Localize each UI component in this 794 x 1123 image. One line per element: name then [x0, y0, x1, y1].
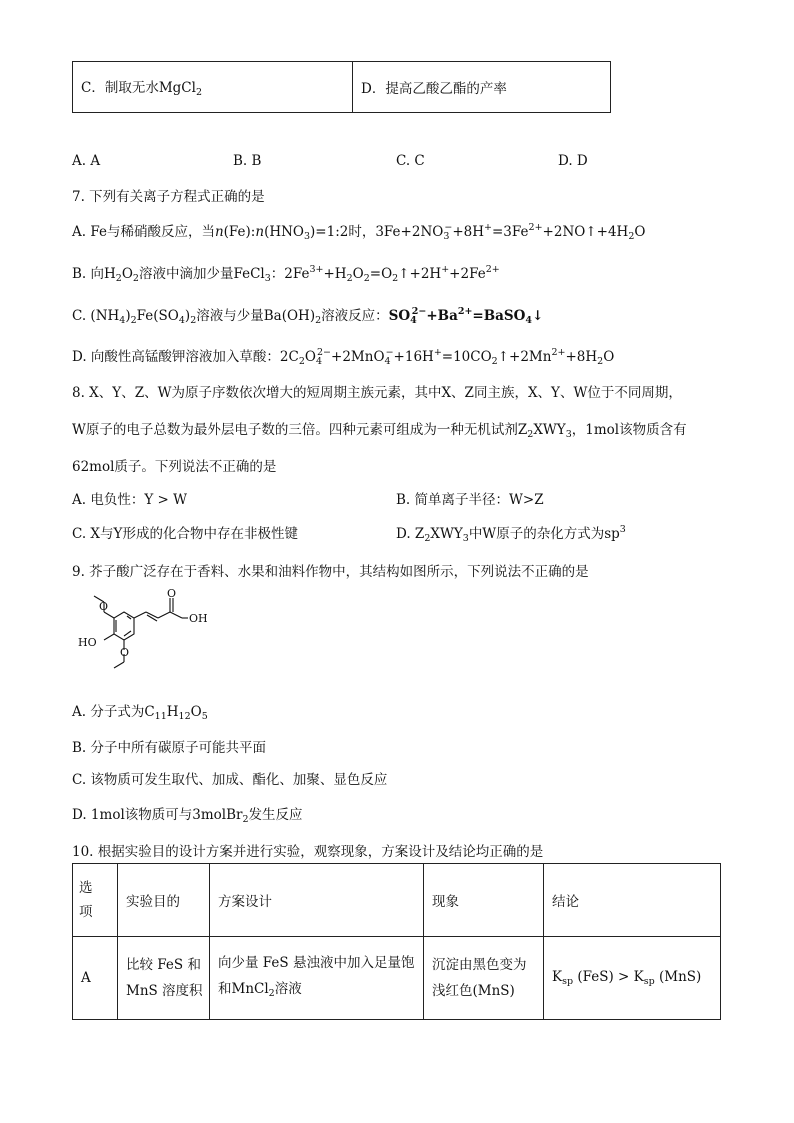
q9-option-c: C. 该物质可发生取代、加成、酯化、加聚、显色反应: [72, 772, 388, 788]
experiment-table-top: [72, 61, 611, 113]
ome-o-label: O: [120, 646, 130, 659]
ho-label: HO: [78, 636, 97, 649]
row-purpose: 比较 FeS 和 MnS 溶度积: [118, 937, 210, 1020]
q8-line2: W原子的电子总数为最外层电子数的三倍。四种元素可组成为一种无机试剂$Z_2XWY_3$，1mol该物质含有: [72, 422, 687, 440]
q7-option-c: C. $(NH_4)_2Fe(SO_4)_2$溶液与少量$Ba(OH)_2$溶液反应：$SO_4^{2-}+Ba^{2+}=BaSO_4↓$: [72, 306, 544, 326]
q8-line3: 62mol质子。下列说法不正确的是: [72, 459, 277, 475]
q7-stem: 7. 下列有关离子方程式正确的是: [72, 189, 265, 205]
q6-option-d: D. D: [558, 153, 588, 169]
option-c-cell: C．制取无水MgCl$_2$: [73, 62, 353, 113]
q9-option-b: B. 分子中所有碳原子可能共平面: [72, 740, 267, 756]
q9-option-a: A. 分子式为$C_{11}H_{12}O_5$: [72, 704, 208, 722]
row-conclusion: $K_{sp}$ $(FeS) > K_{sp}$ (MnS): [544, 937, 721, 1020]
header-option: 选 项: [73, 864, 118, 937]
q8-option-b: B. 简单离子半径：W>Z: [396, 492, 544, 508]
row-option: A: [73, 937, 118, 1020]
q8-option-c: C. X与Y形成的化合物中存在非极性键: [72, 526, 298, 542]
header-phenomenon: 现象: [424, 864, 544, 937]
q7-option-a: A. Fe与稀硝酸反应，当$n(Fe):n(HNO_3)=1:2$时，$3Fe+2NO_3^-+8H^+=3Fe^{2+}+2NO↑+4H_2O$: [72, 222, 646, 242]
option-d-cell: D．提高乙酸乙酯的产率: [353, 62, 611, 113]
row-design: 向少量 FeS 悬浊液中加入足量饱 和MnCl$_2$溶液: [210, 937, 424, 1020]
q8-option-a: A. 电负性：Y > W: [72, 492, 188, 508]
row-phenomenon: 沉淀由黑色变为 浅红色(MnS): [424, 937, 544, 1020]
header-purpose: 实验目的: [118, 864, 210, 937]
q6-option-c: C. C: [396, 153, 425, 169]
sinapic-acid-structure: [70, 588, 230, 678]
header-design: 方案设计: [210, 864, 424, 937]
q6-option-a: A. A: [72, 153, 101, 169]
q10-stem: 10. 根据实验目的设计方案并进行实验，观察现象，方案设计及结论均正确的是: [72, 844, 544, 860]
header-conclusion: 结论: [544, 864, 721, 937]
q10-table: [72, 863, 721, 1020]
q7-option-d: D. 向酸性高锰酸钾溶液加入草酸：$2C_2O_4^{2-}+2MnO_4^-+16H^+=10CO_2↑+2Mn^{2+}+8H_2O$: [72, 347, 615, 367]
svg-text:O: O: [99, 600, 109, 613]
q6-option-b: B. B: [233, 153, 262, 169]
q9-stem: 9. 芥子酸广泛存在于香料、水果和油料作物中，其结构如图所示，下列说法不正确的是: [72, 564, 589, 580]
q8-option-d: D. $Z_2XWY_3$中W原子的杂化方式为$sp^3$: [396, 524, 626, 544]
oh-label: OH: [189, 612, 208, 625]
q7-option-b: B. 向$H_2O_2$溶液中滴加少量FeCl$_3$：$2Fe^{3+}+H_2O_2=O_2↑+2H^++2Fe^{2+}$: [72, 264, 500, 284]
q9-option-d: D. 1mol该物质可与3molBr$_2$发生反应: [72, 807, 303, 825]
q8-line1: 8. X、Y、Z、W为原子序数依次增大的短周期主族元素，其中X、Z同主族，X、Y、W位于不同周期，: [72, 385, 682, 401]
svg-text:O: O: [167, 588, 177, 600]
